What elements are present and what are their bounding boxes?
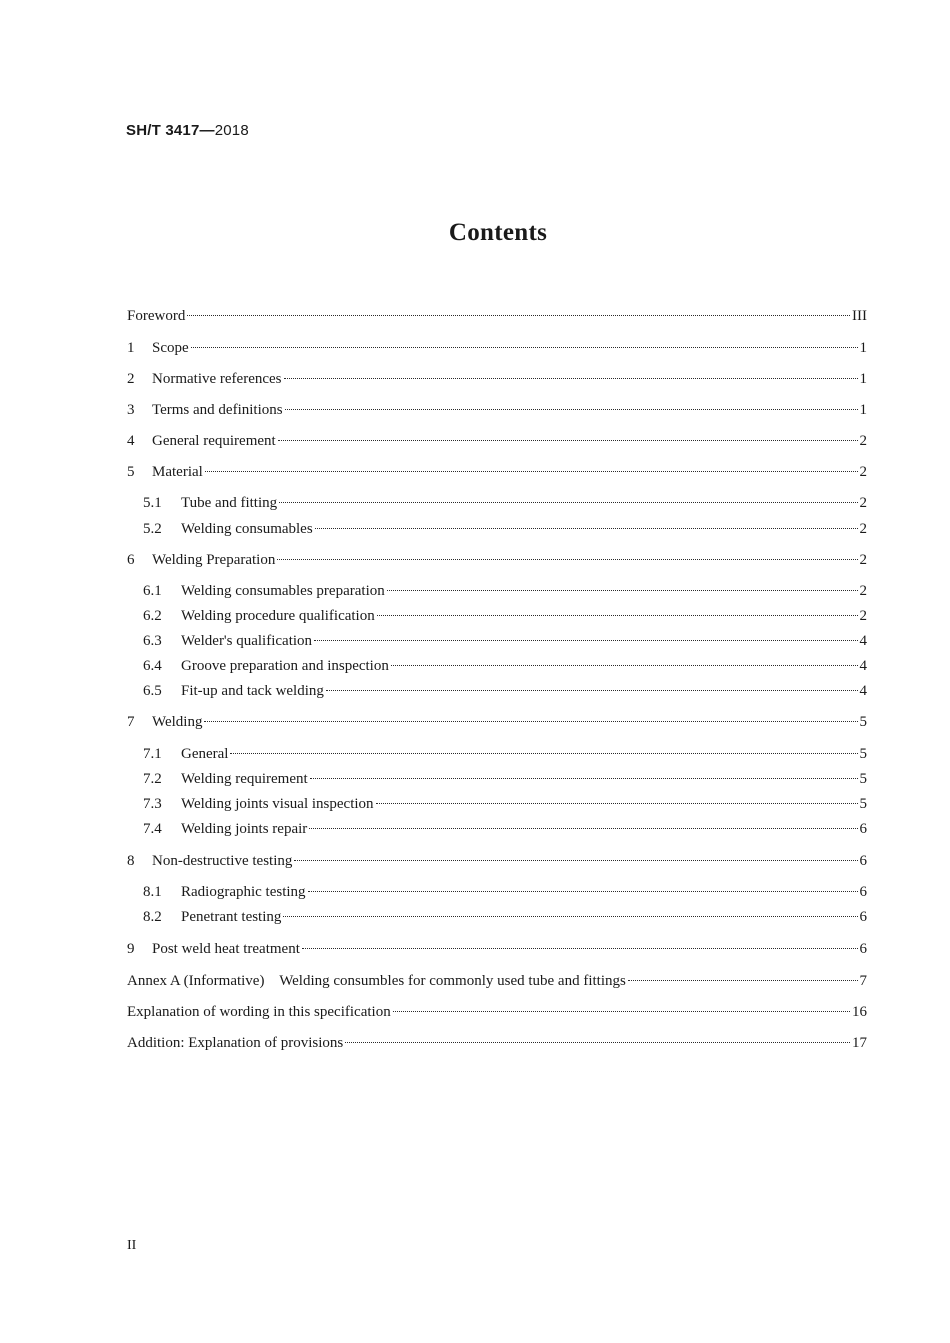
toc-entry-7-1[interactable] [127, 743, 867, 765]
toc-entry-page: 16 [852, 1004, 867, 1020]
toc-entry-number: 6.1 [143, 583, 162, 599]
toc-entry-page: 6 [859, 821, 867, 837]
toc-leader [314, 640, 857, 641]
toc-entry-page: 17 [852, 1035, 867, 1051]
toc-entry-label: Foreword [127, 308, 186, 324]
toc-entry-page: 2 [859, 464, 867, 480]
toc-entry-label: Welding [152, 714, 203, 730]
toc-leader [278, 440, 858, 441]
toc-entry-annex-a[interactable] [127, 970, 867, 992]
toc-entry-page: 2 [859, 521, 867, 537]
toc-entry-page: 5 [859, 714, 867, 730]
toc-entry-number: 8 [127, 853, 135, 869]
toc-entry-label: Addition: Explanation of provisions [127, 1035, 344, 1051]
toc-entry-label: Material [152, 464, 203, 480]
toc-entry-6[interactable] [127, 549, 867, 571]
toc-leader [302, 948, 858, 949]
toc-entry-number: 9 [127, 941, 135, 957]
document-code-year: 2018 [214, 122, 249, 139]
toc-entry-label: Radiographic testing [181, 884, 306, 900]
toc-entry-page: 2 [859, 583, 867, 599]
toc-entry-label: General [181, 746, 229, 762]
toc-entry-number: 5.1 [143, 495, 162, 511]
toc-entry-page: 6 [859, 884, 867, 900]
toc-entry-page: 2 [859, 433, 867, 449]
toc-leader [285, 409, 858, 410]
toc-entry-7[interactable] [127, 711, 867, 733]
toc-entry-page: 6 [859, 941, 867, 957]
toc-entry-label: Non-destructive testing [152, 853, 293, 869]
toc-entry-page: 1 [859, 371, 867, 387]
toc-entry-page: 5 [859, 746, 867, 762]
toc-entry-label: Annex A (Informative) Welding consumbles for commonly used tube and fittings [127, 973, 626, 989]
toc-entry-number: 7 [127, 714, 135, 730]
toc-entry-5-1[interactable] [127, 492, 867, 514]
toc-leader [315, 528, 858, 529]
toc-entry-explanation-of-provisions[interactable] [127, 1032, 867, 1054]
toc-entry-label: Welding joints visual inspection [181, 796, 374, 812]
toc-entry-5-2[interactable] [127, 518, 867, 540]
toc-entry-page: 2 [859, 495, 867, 511]
toc-entry-label: Scope [152, 340, 189, 356]
toc-entry-page: 4 [859, 658, 867, 674]
toc-entry-6-2[interactable] [127, 605, 867, 627]
toc-leader [393, 1011, 850, 1012]
toc-entry-page: III [852, 308, 867, 324]
toc-leader [284, 378, 858, 379]
toc-leader [387, 590, 858, 591]
toc-entry-number: 6.4 [143, 658, 162, 674]
toc-entry-number: 7.3 [143, 796, 162, 812]
toc-entry-number: 4 [127, 433, 135, 449]
table-of-contents [127, 0, 867, 1100]
toc-entry-6-3[interactable] [127, 630, 867, 652]
toc-entry-page: 5 [859, 771, 867, 787]
toc-entry-label: Welding Preparation [152, 552, 276, 568]
toc-leader [391, 665, 858, 666]
toc-leader [294, 860, 857, 861]
toc-entry-label: Post weld heat treatment [152, 941, 300, 957]
toc-entry-number: 1 [127, 340, 135, 356]
toc-entry-label: Welding requirement [181, 771, 308, 787]
toc-entry-8[interactable] [127, 850, 867, 872]
toc-entry-2[interactable] [127, 368, 867, 390]
toc-entry-page: 1 [859, 340, 867, 356]
toc-entry-page: 5 [859, 796, 867, 812]
document-code-dash: — [199, 122, 215, 139]
toc-leader [283, 916, 857, 917]
toc-entry-label: Tube and fitting [181, 495, 278, 511]
toc-entry-label: Welding procedure qualification [181, 608, 375, 624]
toc-entry-label: Welding consumables preparation [181, 583, 385, 599]
toc-entry-number: 7.1 [143, 746, 162, 762]
toc-entry-label: Welding joints repair [181, 821, 308, 837]
toc-entry-page: 4 [859, 683, 867, 699]
toc-entry-5[interactable] [127, 461, 867, 483]
toc-entry-6-4[interactable] [127, 655, 867, 677]
toc-entry-page: 2 [859, 552, 867, 568]
toc-leader [308, 891, 858, 892]
toc-leader [191, 347, 858, 348]
toc-entry-7-4[interactable] [127, 818, 867, 840]
page-number: II [127, 1238, 137, 1253]
toc-entry-number: 2 [127, 371, 135, 387]
toc-entry-number: 7.2 [143, 771, 162, 787]
toc-entry-label: General requirement [152, 433, 276, 449]
toc-leader [230, 753, 857, 754]
toc-entry-foreword[interactable] [127, 305, 867, 327]
toc-entry-label: Penetrant testing [181, 909, 282, 925]
toc-entry-4[interactable] [127, 430, 867, 452]
toc-entry-3[interactable] [127, 399, 867, 421]
toc-leader [326, 690, 858, 691]
toc-entry-label: Terms and definitions [152, 402, 283, 418]
toc-leader [187, 315, 850, 316]
toc-entry-label: Welder's qualification [181, 633, 313, 649]
document-code-number: SH/T 3417 [126, 122, 200, 139]
toc-entry-8-2[interactable] [127, 906, 867, 928]
toc-entry-label: Welding consumables [181, 521, 313, 537]
toc-entry-7-2[interactable] [127, 768, 867, 790]
toc-entry-number: 8.2 [143, 909, 162, 925]
toc-entry-number: 6.3 [143, 633, 162, 649]
toc-entry-number: 3 [127, 402, 135, 418]
toc-entry-number: 8.1 [143, 884, 162, 900]
toc-entry-page: 7 [859, 973, 867, 989]
toc-entry-explanation-of-wording[interactable] [127, 1001, 867, 1023]
toc-entry-number: 6 [127, 552, 135, 568]
toc-entry-number: 5.2 [143, 521, 162, 537]
toc-leader [279, 502, 857, 503]
toc-entry-label: Groove preparation and inspection [181, 658, 389, 674]
toc-entry-page: 4 [859, 633, 867, 649]
toc-leader [204, 721, 857, 722]
toc-entry-page: 1 [859, 402, 867, 418]
toc-entry-page: 2 [859, 608, 867, 624]
toc-leader [345, 1042, 850, 1043]
toc-entry-number: 6.5 [143, 683, 162, 699]
toc-entry-number: 7.4 [143, 821, 162, 837]
toc-leader [309, 828, 857, 829]
toc-leader [310, 778, 858, 779]
toc-leader [277, 559, 857, 560]
page-title: Contents [448, 219, 548, 246]
toc-entry-6-1[interactable] [127, 580, 867, 602]
toc-entry-1[interactable] [127, 337, 867, 359]
toc-entry-6-5[interactable] [127, 680, 867, 702]
toc-leader [376, 803, 858, 804]
toc-entry-label: Normative references [152, 371, 282, 387]
toc-entry-label: Fit-up and tack welding [181, 683, 324, 699]
toc-leader [205, 471, 858, 472]
toc-entry-8-1[interactable] [127, 881, 867, 903]
toc-entry-page: 6 [859, 853, 867, 869]
toc-leader [377, 615, 858, 616]
toc-entry-number: 5 [127, 464, 135, 480]
toc-entry-9[interactable] [127, 938, 867, 960]
toc-entry-label: Explanation of wording in this specification [127, 1004, 391, 1020]
toc-entry-7-3[interactable] [127, 793, 867, 815]
toc-leader [628, 980, 858, 981]
toc-entry-number: 6.2 [143, 608, 162, 624]
toc-entry-page: 6 [859, 909, 867, 925]
